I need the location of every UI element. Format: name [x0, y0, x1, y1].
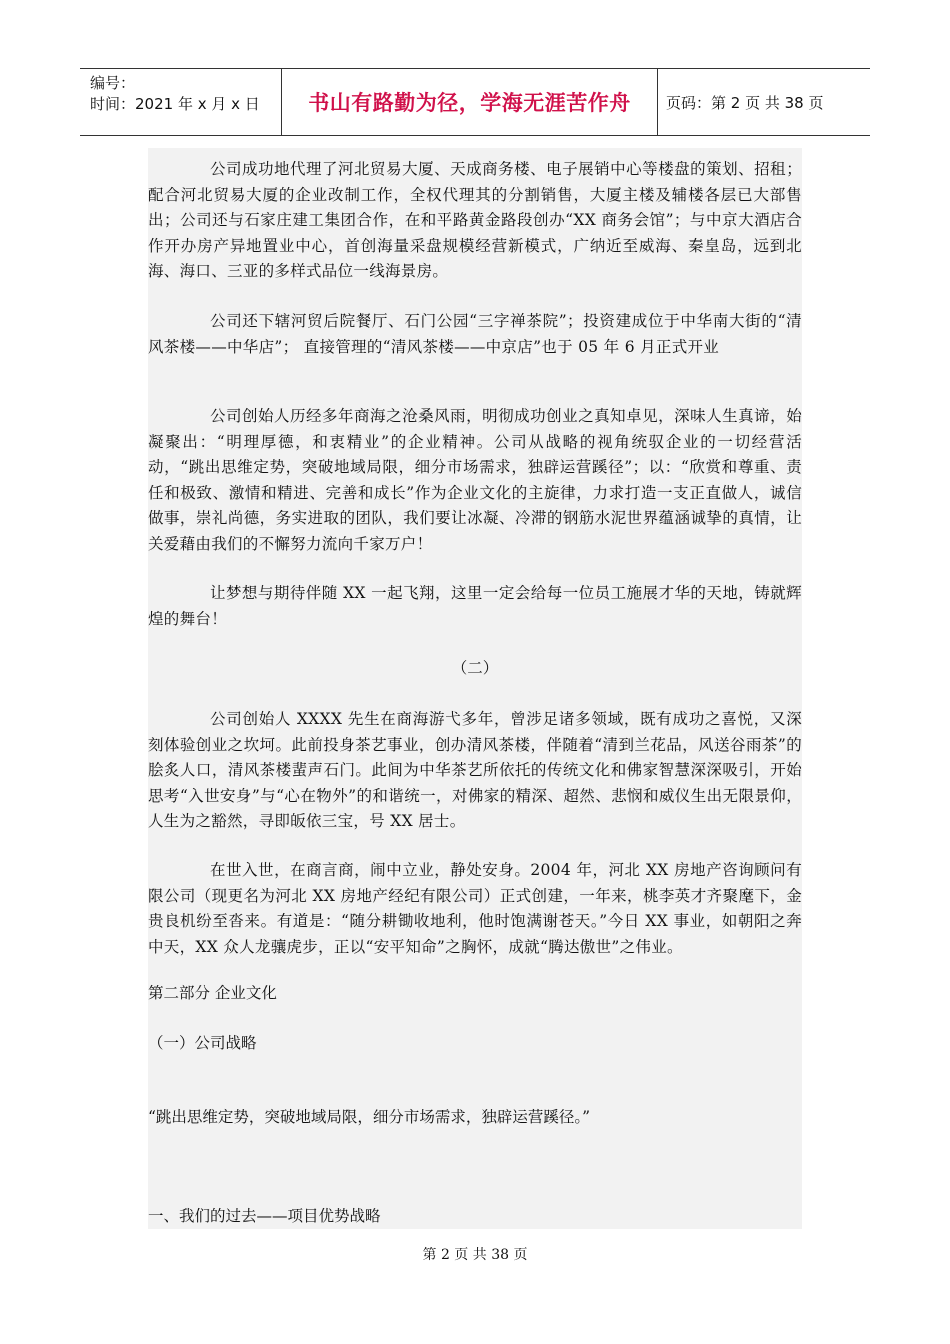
date-line: 时间：2021 年 x 月 x 日	[90, 95, 260, 113]
strategy-subheading: （一）公司战略	[148, 1034, 257, 1052]
motto-text: 书山有路勤为径，学海无涯苦作舟	[308, 91, 631, 115]
section-two-heading: （二）	[451, 659, 499, 677]
paragraph-subsidiaries: 公司还下辖河贸后院餐厅、石门公园“三字禅茶院”；投资建成位于中华南大街的“清风茶楼——中华店”； 直接管理的“清风茶楼——中京店”也于 05 年 6 月正式开业	[148, 312, 802, 356]
header-motto-cell	[282, 69, 658, 135]
item-one-heading: 一、我们的过去——项目优势战略	[148, 1207, 381, 1225]
page-info-text: 页码：第 2 页 共 38 页	[666, 93, 824, 112]
paragraph-founder-vision: 公司创始人历经多年商海之沧桑风雨，明彻成功创业之真知卓见，深味人生真谛，始凝聚出：“明理厚德，和衷精业”的企业精神。公司从战略的视角统驭企业的一切经营活动，“跳出思维定势，突破地域局限，细分市场需求，独辟运营蹊径”；以：“欣赏和尊重、责任和极致、激情和精进、完善和成长”作为企业文化的主旋律，力求打造一支正直做人，诚信做事，崇礼尚德，务实进取的团队，我们要让冰凝、冷滞的钢筋水泥世界蕴涵诚挚的真情，让关爱藉由我们的不懈努力流向千家万户！	[148, 407, 802, 553]
paragraph-dream: 让梦想与期待伴随 XX 一起飞翔，这里一定会给每一位员工施展才华的天地，铸就辉煌的舞台！	[148, 584, 802, 628]
page-footer: 第 2 页 共 38 页	[422, 1247, 528, 1263]
strategy-quote: “跳出思维定势，突破地域局限，细分市场需求，独辟运营蹊径。”	[148, 1108, 591, 1126]
paragraph-agency: 公司成功地代理了河北贸易大厦、天成商务楼、电子展销中心等楼盘的策划、招租；配合河北贸易大厦的企业改制工作，全权代理其的分割销售，大厦主楼及辅楼各层已大部售出；公司还与石家庄建工集团合作，在和平路黄金路段创办“XX 商务会馆”；与中京大酒店合作开办房产异地置业中心，首创海量采盘规模经营新模式，广纳近至威海、秦皇岛，远到北海、海口、三亚的多样式品位一线海景房。	[148, 160, 802, 280]
header-page-info	[658, 69, 870, 135]
header-meta	[80, 69, 282, 135]
document-body	[148, 148, 802, 1229]
page-header	[80, 68, 870, 136]
code-label: 编号：	[90, 74, 136, 92]
part-two-heading: 第二部分 企业文化	[148, 984, 277, 1002]
paragraph-founder-story: 公司创始人 XXXX 先生在商海游弋多年，曾涉足诸多领域，既有成功之喜悦，又深刻体验创业之坎坷。此前投身茶艺事业，创办清风茶楼，伴随着“清到兰花品，风送谷雨茶”的脍炙人口，清风茶楼蜚声石门。此间为中华茶艺所依托的传统文化和佛家智慧深深吸引，开始思考“入世安身”与“心在物外”的和谐统一，对佛家的精深、超然、悲悯和威仪生出无限景仰，人生为之豁然，寻即皈依三宝，号 XX 居士。	[148, 710, 802, 830]
paragraph-company-founding: 在世入世，在商言商，闹中立业，静处安身。2004 年，河北 XX 房地产咨询顾问有限公司（现更名为河北 XX 房地产经纪有限公司）正式创建，一年来，桃李英才齐聚麾下，金贵良机纷至沓来。有道是：“随分耕锄收地利，他时饱满谢苍天。”今日 XX 事业，如朝阳之奔中天，XX 众人龙骧虎步，正以“安平知命”之胸怀，成就“腾达傲世”之伟业。	[148, 861, 802, 956]
